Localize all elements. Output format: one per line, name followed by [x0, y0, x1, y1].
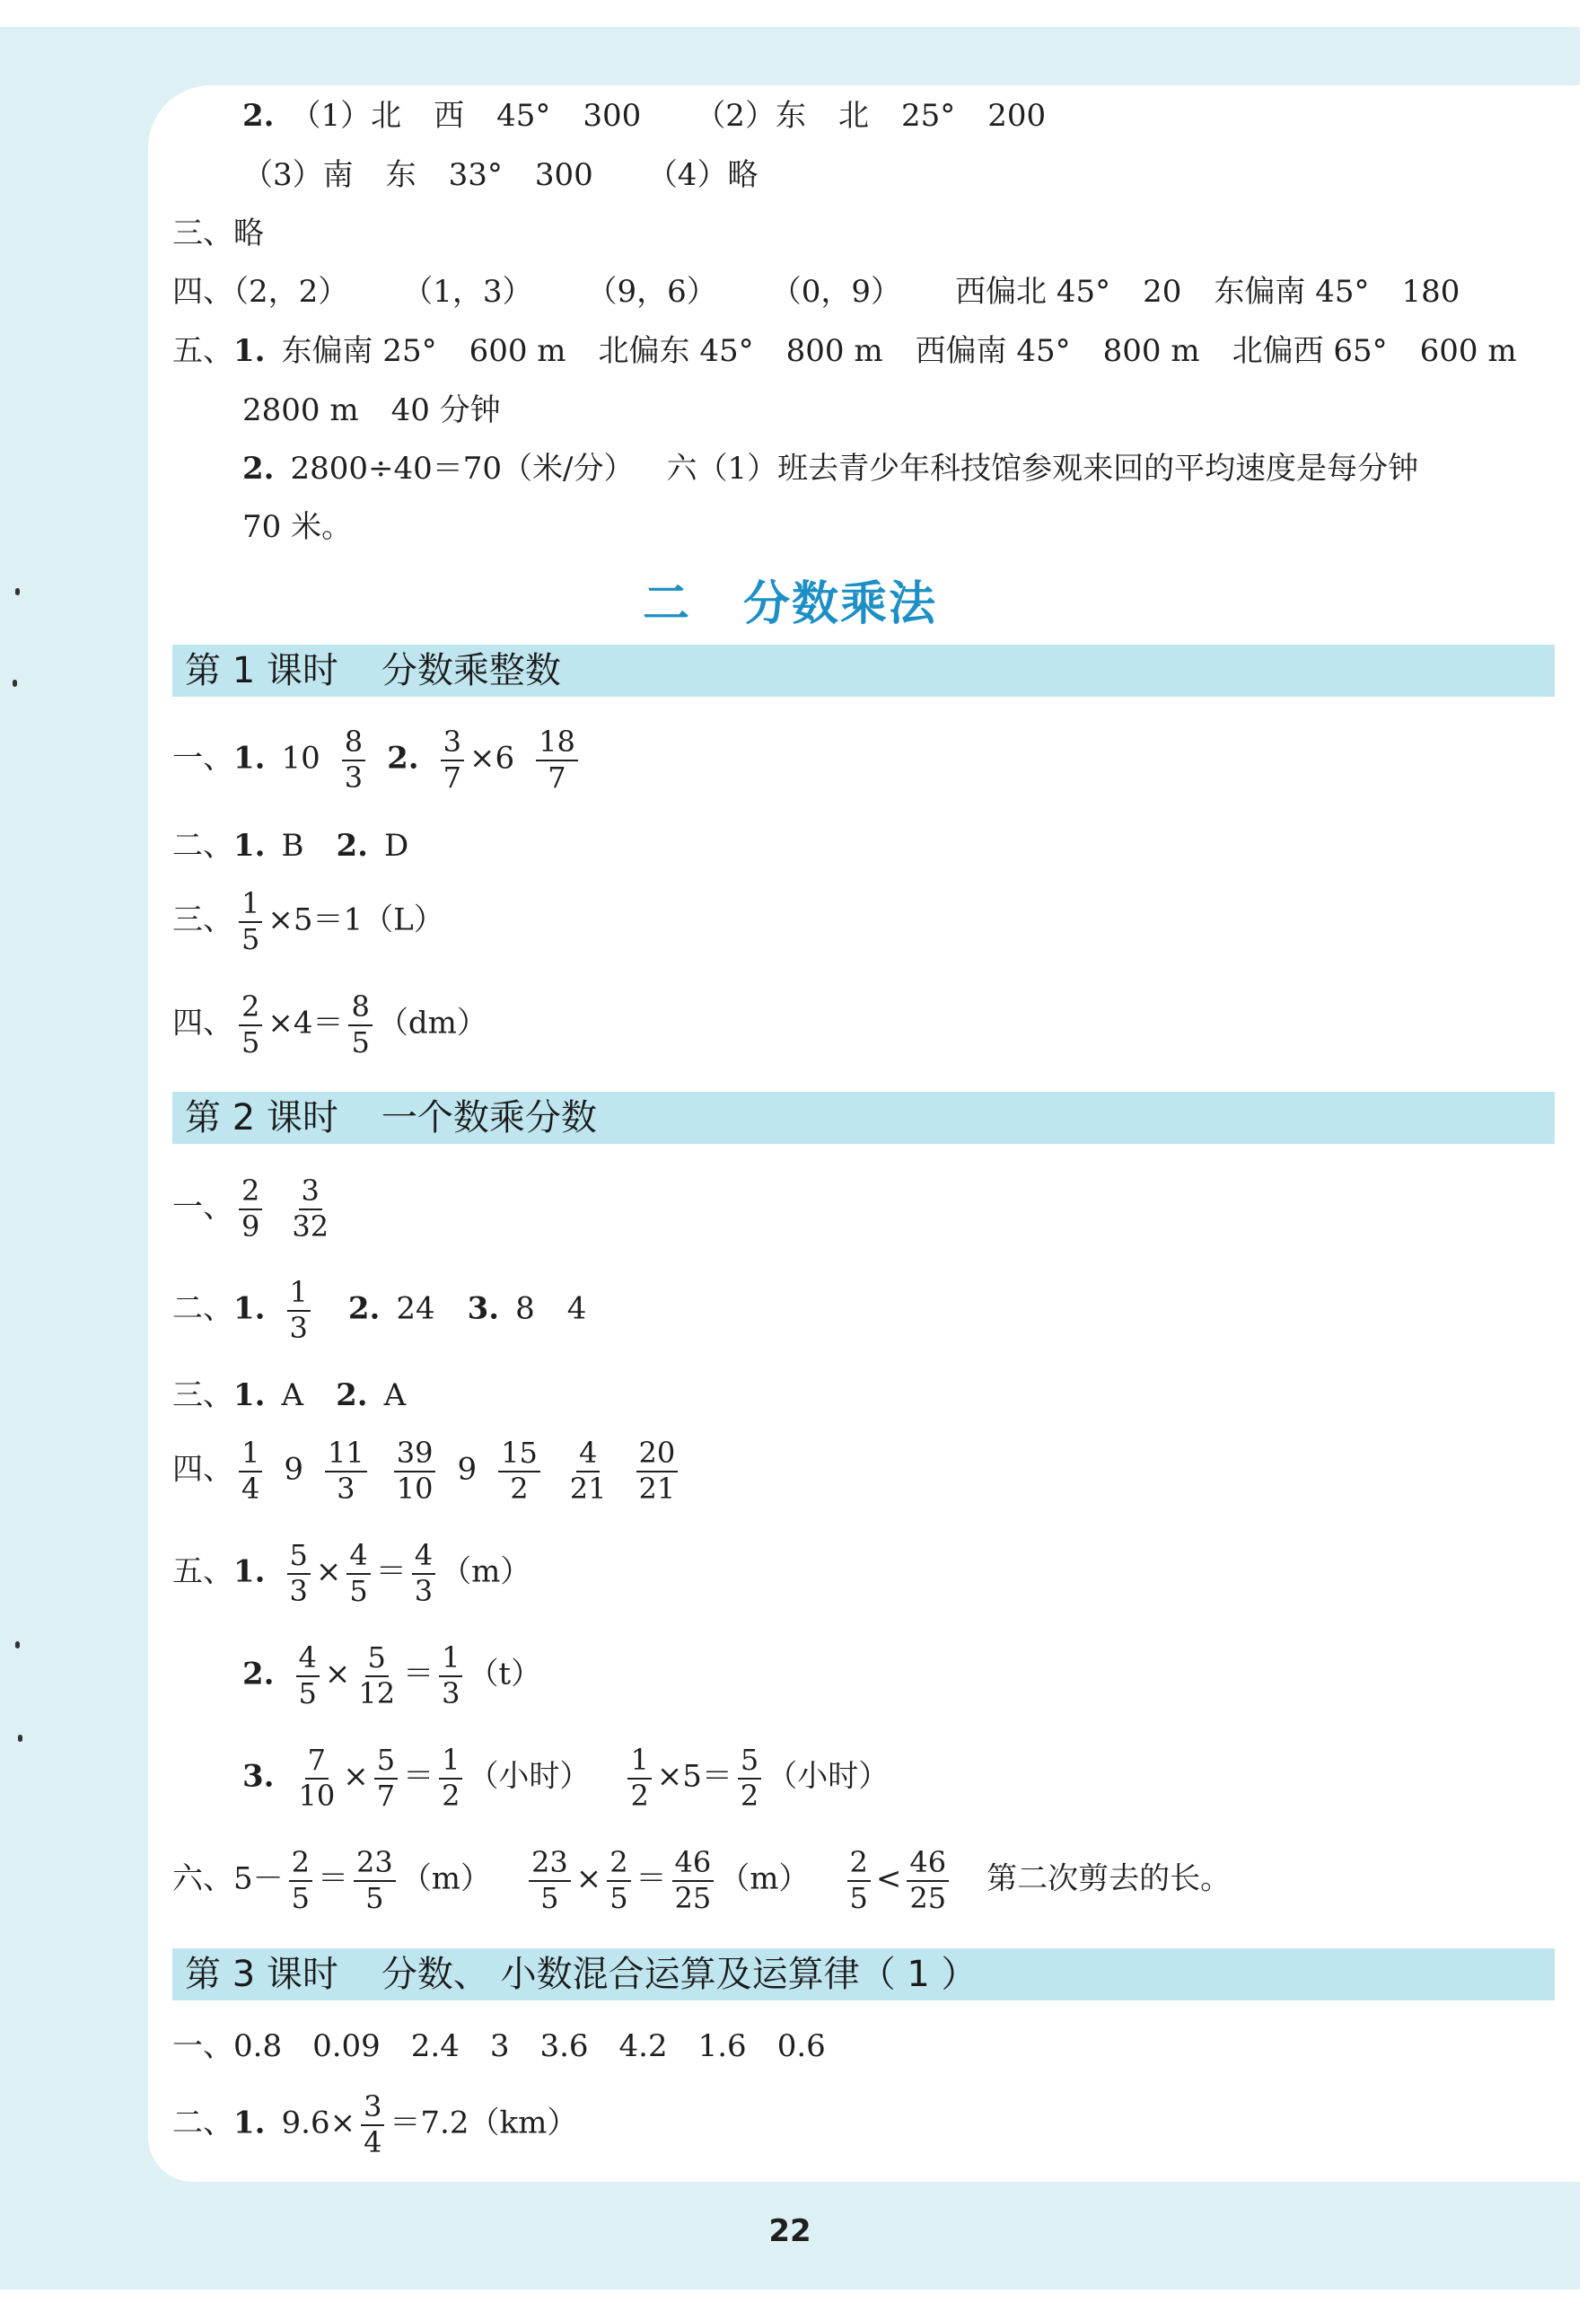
answer-line: 3. $\frac{7}{10}$ × $\frac{5}{7}$ ＝ $\frac{1}{2}$ （小时） $\frac{1}{2}$ ×5＝ $\frac{5}{2}$ （小时） [242, 1743, 890, 1813]
answer-line: 70 米。 [242, 509, 353, 545]
fraction: $\frac{2}{5}$ [239, 992, 262, 1058]
answer-line: 二、1. $\frac{1}{3}$ 2. 24 3. 8 4 [172, 1275, 587, 1345]
answer-line: 三、略 [172, 215, 264, 251]
fraction: $\frac{23}{5}$ [529, 1848, 571, 1913]
answer-line: 五、1. 东偏南 25° 600 m 北偏东 45° 800 m 西偏南 45° 800 m 北偏西 65° 600 m [172, 333, 1517, 369]
fraction: $\frac{4}{21}$ [569, 1436, 607, 1506]
answer-line: 一、 $\frac{2}{9}$ $\frac{3}{32}$ [172, 1176, 337, 1242]
lesson-header: 第 3 课时 分数、 小数混合运算及运算律（ 1 ） [172, 1948, 1555, 2000]
chapter-title: 二 分数乘法 [642, 577, 938, 631]
fraction: $\frac{18}{7}$ [536, 727, 578, 793]
fraction: $\frac{11}{3}$ [325, 1438, 367, 1504]
fraction: $\frac{1}{4}$ [239, 1438, 262, 1504]
answer-line: 一、0.8 0.09 2.4 3 3.6 4.2 1.6 0.6 [172, 2028, 826, 2064]
fraction: $\frac{1}{2}$ [439, 1745, 462, 1811]
page-number: 22 [768, 2213, 811, 2249]
answer-line: 2. 2800÷40＝70（米/分） 六（1）班去青少年科技馆参观来回的平均速度是每分钟 [242, 451, 1419, 487]
fraction: $\frac{15}{2}$ [498, 1438, 540, 1504]
margin-dot [18, 1735, 22, 1742]
fraction: $\frac{5}{3}$ [287, 1541, 311, 1606]
lesson-header: 第 1 课时 分数乘整数 [172, 645, 1555, 697]
answer-line: 2800 m 40 分钟 [242, 392, 501, 428]
fraction: $\frac{3}{32}$ [292, 1173, 329, 1244]
fraction: $\frac{5}{12}$ [358, 1640, 396, 1710]
fraction: $\frac{2}{5}$ [847, 1848, 871, 1913]
answer-line: 五、1. $\frac{5}{3}$ × $\frac{4}{5}$ ＝ $\frac{4}{3}$ （m） [172, 1538, 531, 1608]
margin-dot [15, 1641, 20, 1648]
answer-line: 三、1. A 2. A [172, 1377, 407, 1413]
answer-line: 二、1. 9.6× $\frac{3}{4}$ ＝7.2（km） [172, 2089, 578, 2159]
answer-line: 2. $\frac{4}{5}$ × $\frac{5}{12}$ ＝ $\frac{1}{3}$ （t） [242, 1640, 542, 1710]
answer-line: 四、 $\frac{1}{4}$ 9 $\frac{11}{3}$ $\frac{39}{10}$ 9 $\frac{15}{2}$ $\frac{4}{21}$ $\frac{20}{21}$ [172, 1438, 683, 1504]
fraction: $\frac{2}{9}$ [239, 1176, 262, 1242]
fraction: $\frac{8}{3}$ [342, 727, 365, 793]
lesson-header: 第 2 课时 一个数乘分数 [172, 1092, 1555, 1144]
fraction: $\frac{1}{2}$ [627, 1745, 651, 1811]
fraction: $\frac{4}{3}$ [412, 1541, 435, 1606]
answer-line: 四、（2，2） （1，3） （9，6） （0，9） 西偏北 45° 20 东偏南 45° 180 [172, 274, 1460, 310]
fraction: $\frac{4}{5}$ [346, 1541, 370, 1606]
fraction: $\frac{1}{5}$ [239, 889, 262, 954]
answer-line: 2. （1）北 西 45° 300 （2）东 北 25° 200 [242, 98, 1047, 134]
fraction: $\frac{1}{3}$ [287, 1278, 311, 1343]
fraction: $\frac{2}{5}$ [607, 1848, 630, 1913]
fraction: $\frac{23}{5}$ [354, 1848, 396, 1913]
fraction: $\frac{1}{3}$ [439, 1643, 462, 1709]
fraction: $\frac{3}{4}$ [361, 2092, 384, 2158]
fraction: $\frac{8}{5}$ [348, 992, 372, 1058]
fraction: $\frac{5}{7}$ [374, 1745, 398, 1811]
fraction: $\frac{46}{25}$ [672, 1848, 715, 1913]
answer-line: 三、 $\frac{1}{5}$ ×5＝1（L） [172, 886, 444, 956]
fraction: $\frac{3}{7}$ [441, 727, 464, 793]
fraction: $\frac{2}{5}$ [289, 1848, 312, 1913]
answer-line: 四、 $\frac{2}{5}$ ×4＝ $\frac{8}{5}$ （dm） [172, 989, 487, 1059]
fraction: $\frac{46}{25}$ [907, 1848, 949, 1913]
fraction: $\frac{20}{21}$ [636, 1438, 679, 1504]
answer-line: 一、1. 10 $\frac{8}{3}$ 2. $\frac{3}{7}$ ×6 $\frac{18}{7}$ [172, 727, 583, 793]
fraction: $\frac{4}{5}$ [296, 1643, 320, 1709]
margin-dot [13, 680, 17, 687]
answer-line: 二、1. B 2. D [172, 828, 409, 864]
fraction: $\frac{5}{2}$ [738, 1745, 761, 1811]
answer-line: 六、5－ $\frac{2}{5}$ ＝ $\frac{23}{5}$ （m） $\frac{23}{5}$ × $\frac{2}{5}$ ＝ $\frac{46}{25}$ （m） $\frac{2}{5}$ < $\frac{46}{25}$ 第二次剪去的长。 [172, 1845, 1232, 1915]
fraction: $\frac{39}{10}$ [394, 1438, 436, 1504]
answer-line: （3）南 东 33° 300 （4）略 [242, 157, 759, 193]
fraction: $\frac{7}{10}$ [298, 1743, 336, 1813]
